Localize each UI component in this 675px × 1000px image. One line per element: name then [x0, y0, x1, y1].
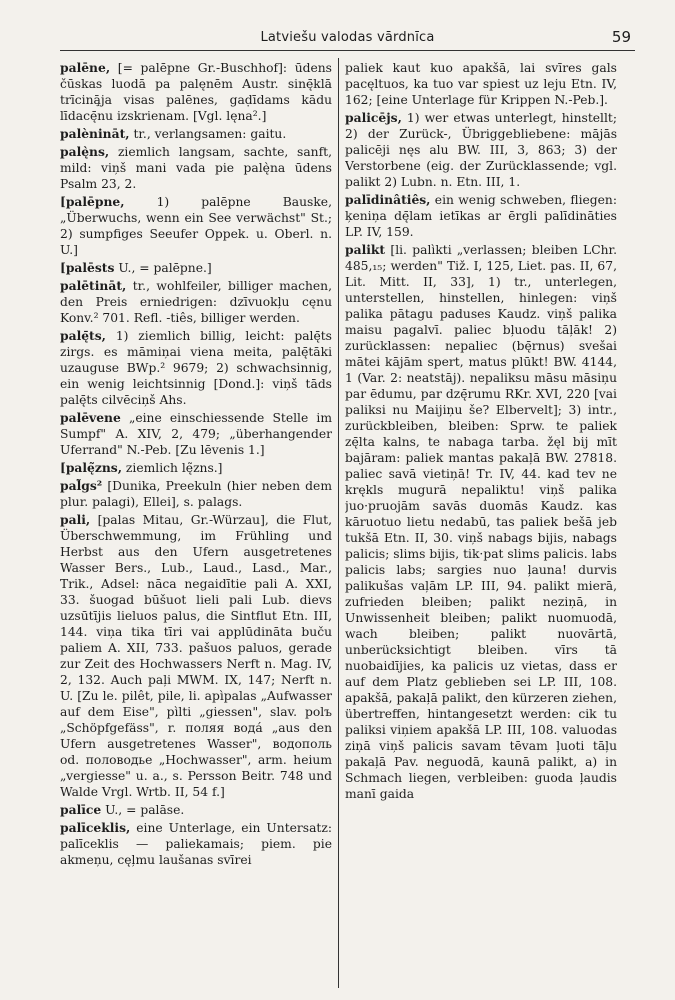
entry-headword: palikt: [345, 242, 386, 257]
dictionary-entry: [60, 260, 332, 276]
dictionary-entry: [60, 126, 332, 142]
entry-headword: [palēsts: [60, 260, 115, 275]
dictionary-entry: [60, 802, 332, 818]
entry-body: ziemlich langsam, sachte, sanft, mild: viņš mani vada pie palę̀na ūdens Psalm 23, 2.: [60, 145, 332, 191]
dictionary-entry: [60, 478, 332, 510]
dictionary-entry: [345, 60, 617, 108]
dictionary-entry: [345, 242, 617, 802]
entry-headword: palīce: [60, 802, 102, 817]
running-title: Latviešu valodas vārdnīca: [260, 30, 435, 45]
entry-body: [palas Mitau, Gr.-Würzau], die Flut, Überschwemmung, im Frühling und Herbst aus den Ufern ausgetretenes Wasser Bers., Lub., Laud., Lasd., Mar., Trik., Adsel: nāca negaidītie pali A. XXI, 33. šuogad būšuot lieli pali Lub. dievs uzsūtījis lieluos palus, die Sintflut Etn. III, 144. viņa tika tīri vai applūdināta buču paliem A. XII, 733. pašuos paluos, gerade zur Zeit des Hochwassers Nerft n. Mag. IV, 2, 132. Auch paļi MWM. IX, 147; Nerft n. U. [Zu le. pilêt, pile, li. apìpalas „Aufwasser auf dem Eise", pìlti „giessen", slav. polъ „Schöpfgefäss", r. поляя водá „aus den Ufern ausgetretenes Wasser", водополь od. половодье „Hochwasser", arm. heium „vergiesse" u. a., s. Persson Beitr. 748 und Walde Vrgl. Wrtb. II, 54 f.]: [60, 513, 332, 799]
entry-body: tr., verlangsamen: gaitu.: [129, 127, 287, 141]
dictionary-entry: [60, 194, 332, 258]
entry-headword: palènināt,: [60, 126, 130, 141]
entry-headword: palīceklis,: [60, 820, 131, 835]
dictionary-entry: [60, 278, 332, 326]
entry-headword: pali,: [60, 512, 91, 527]
dictionary-entry: [60, 60, 332, 124]
entry-headword: palēvene: [60, 410, 121, 425]
entry-headword: palīdinâtiês,: [345, 192, 431, 207]
entry-body: 1) palēpne Bauske, „Überwuchs, wenn ein See verwächst" St.; 2) sumpfiges Seeufer Oppek. u. Oberl. n. U.]: [60, 195, 332, 257]
entry-body: eine Unterlage, ein Untersatz: palīceklis — paliekamais; piem. pie akmeņu, cęļmu laušanas svīrei: [60, 821, 332, 867]
dictionary-entry: [345, 110, 617, 190]
entry-headword: [palēpne,: [60, 194, 125, 209]
entry-body: [li. palìkti „verlassen; bleiben LChr. 485,₁₅; werden" Tiž. I, 125, Liet. pas. II, 67, Lit. Mitt. II, 33], 1) tr., unterlegen, unterstellen, hinstellen, hinlegen: viņš palika pātagu paduses Kaudz. viņš palika maisu pagalvī. paliec bļuodu tāļāk! 2) zurücklassen: nepaliec (bę̄rnus) svešai mātei kājām spert, matus plūkt! BW. 4144, 1 (Var. 2: neatstāj). nepaliksu māsu māsiņu par ēdumu, par dzę̄rumu RKr. XVI, 220 [vai paliksi nu Maijiņu še? Elbervelt]; 3) intr., zurückbleiben, bleiben: Sprw. te paliek zę̄lta kalns, te nabaga tarba. žęl bij mīt bajāram: paliek mantas pakaļā BW. 27818. paliec savā vietiņā! Tr. IV, 44. kad tev ne krękls mugurā nepaliktu! viņš palika juo·pruojām savās duomās Kaudz. kas kāruotuo lietu nedabū, tas paliek bešā jeb tukšā Etn. II, 30. viņš nabags bijis, nabags palicis; slims bijis, tik·pat slims palicis. labs palicis labs; sargies nuo ļauna! durvis palikušas vaļām LP. III, 94. palikt mierā, zufrieden bleiben; palikt neziņā, in Unwissenheit bleiben; palikt nuomuodā, wach bleiben; palikt nuovārtā, unberücksichtigt bleiben. vīrs tā nuobaidījies, ka palicis uz vietas, dass er auf dem Platz geblieben sei LP. III, 108. apakšā, pakaļā palikt, den kürzeren ziehen, übertreffen, hintangesetzt werden: cik tu paliksi viņiem apakšā LP. III, 108. valuodas ziņā viņš palicis savam tēvam ļuoti tāļu pakaļā Pav. neguodā, kaunā palikt, a) in Schmach liegen, verbleiben: guoda ļaudis manī gaida: [345, 243, 617, 801]
entry-body: U., = palēpne.]: [114, 261, 212, 275]
entry-headword: palētināt,: [60, 278, 127, 293]
entry-headword: palicējs,: [345, 110, 402, 125]
dictionary-entry: [60, 144, 332, 192]
left-column: [60, 60, 332, 990]
entry-headword: palę̀ns,: [60, 144, 110, 159]
dictionary-entry: [345, 192, 617, 240]
entry-headword: [palę̃zns,: [60, 460, 123, 475]
dictionary-entry: [60, 820, 332, 868]
right-column: [345, 60, 617, 990]
page-header: [60, 30, 635, 51]
column-divider: [338, 58, 339, 988]
page-number: 59: [611, 28, 631, 46]
entry-body: paliek kaut kuo apakšā, lai svīres gals pacęltuos, ka tuo var spiest uz leju Etn. IV, 162; [eine Unterlage für Krippen N.-Peb.].: [345, 61, 617, 107]
dictionary-entry: [60, 328, 332, 408]
entry-body: [= palēpne Gr.-Buschhof]: ūdens čūskas luodā pa palęnēm Austr. sinę̄klā trīcinā̧ja visas palēnes, gaḍīdams kādu līdacę̄nu izskrienam. [Vgl. lęna².]: [60, 61, 332, 123]
entry-body: ein wenig schweben, fliegen: ķeniņa dę̄lam ietīkas ar ērgli palīdināties LP. IV, 159.: [345, 193, 617, 239]
dictionary-entry: [60, 512, 332, 800]
entry-headword: pal̃gs²: [60, 478, 103, 493]
dictionary-entry: [60, 410, 332, 458]
entry-body: ziemlich lę̃zns.]: [122, 461, 223, 475]
dictionary-entry: [60, 460, 332, 476]
entry-headword: palę̄ts,: [60, 328, 106, 343]
entry-body: 1) wer etwas unterlegt, hinstellt; 2) der Zurück-, Übriggebliebene: mājās palicēji nęs alu BW. III, 3, 863; 3) der Verstorbene (eig. der Zurücklassende; vgl. palikt 2) Lubn. n. Etn. III, 1.: [345, 111, 617, 189]
entry-headword: palēne,: [60, 60, 111, 75]
entry-body: 1) ziemlich billig, leicht: palę̄ts zirgs. es māmiņai viena meita, palę̄tāki uzauguse BWp.² 9679; 2) schwachsinnig, ein wenig leichtsinnig [Dond.]: viņš tāds palę̄ts cilvēciņš Ahs.: [60, 329, 332, 407]
entry-body: „eine einschiessende Stelle im Sumpf" A. XIV, 2, 479; „überhangender Uferrand" N.-Peb. [Zu lēvenis 1.]: [60, 411, 332, 457]
entry-body: U., = palāse.: [101, 803, 185, 817]
entry-body: tr., wohlfeiler, billiger machen, den Preis erniedrigen: dzīvuokļu cęnu Konv.² 701. Refl. -tiês, billiger werden.: [60, 279, 332, 325]
entry-body: [Dunika, Preekuln (hier neben dem plur. palagi), Ellei], s. palags.: [60, 479, 332, 509]
